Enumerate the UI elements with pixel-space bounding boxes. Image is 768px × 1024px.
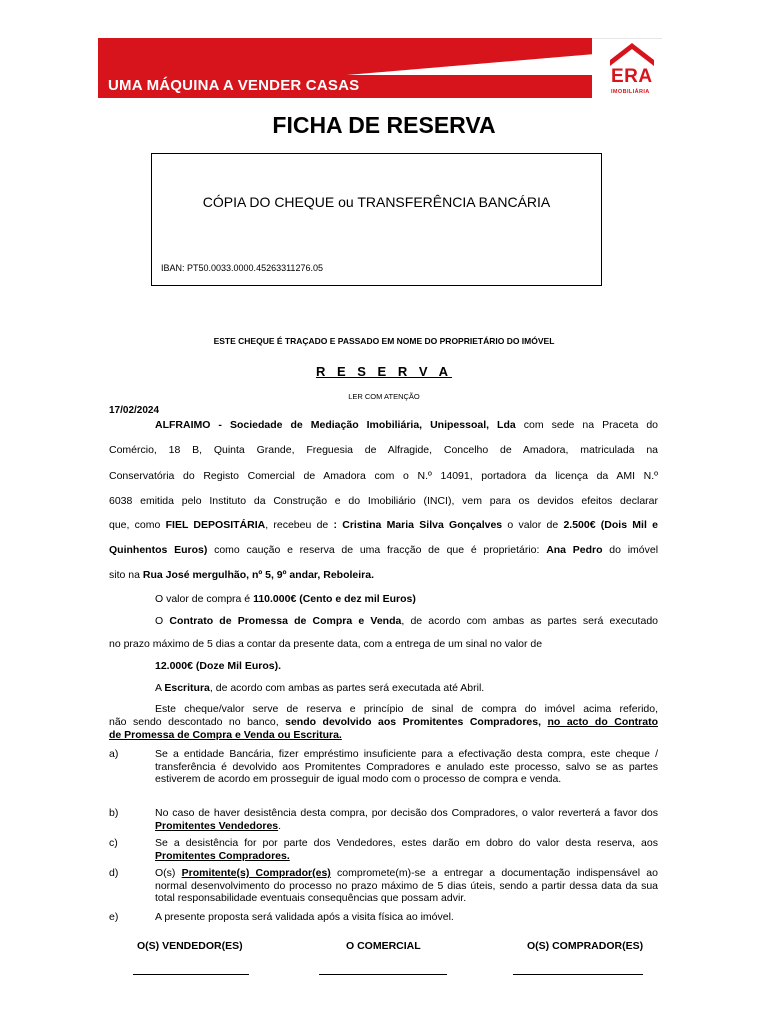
owner-name: Ana Pedro (546, 544, 603, 556)
body-text: , de acordo com ambas as partes será executado (401, 615, 658, 627)
item-label: c) (109, 837, 118, 849)
company-name: ALFRAIMO - Sociedade de Mediação Imobiliária, Unipessoal, Lda (155, 419, 516, 431)
iban-text: IBAN: PT50.0033.0000.45263311276.05 (161, 263, 323, 273)
escritura-word: Escritura (164, 682, 210, 694)
purchase-value: 110.000€ (Cento e dez mil Euros) (253, 593, 416, 605)
promitentes-vendedores: Promitentes Vendedores (155, 819, 279, 832)
item-text: Se a entidade Bancária, fizer empréstimo insuficiente para a efectivação desta compra, este cheque / transferência é devolvido aos Promitentes Compradores e anulado este processo, salvo se as partes estiverem de acordo em prosseguir de igual modo com o processo de compra e venda. (155, 748, 658, 786)
logo-subtext: IMOBILIÁRIA (611, 89, 650, 95)
seller-signature-line (133, 973, 249, 975)
returned-to-buyers: sendo devolvido aos Promitentes Compradores, (285, 716, 542, 728)
item-text (155, 807, 658, 832)
contract-line-1 (155, 615, 658, 627)
body-line-6 (109, 544, 658, 556)
logo-text: ERA (611, 66, 653, 87)
promitentes-compradores: Promitentes Compradores. (155, 849, 290, 862)
agent-signature-line (319, 973, 447, 975)
agent-signature-label: O COMERCIAL (346, 940, 421, 952)
body-text: do imóvel (609, 544, 659, 556)
body-text: A (155, 682, 162, 694)
header-rule (592, 38, 662, 39)
cheque-box-heading: CÓPIA DO CHEQUE ou TRANSFERÊNCIA BANCÁRIA (202, 194, 551, 210)
cheque-para-line-1: Este cheque/valor serve de reserva e princípio de sinal de compra do imóvel acima referido, (155, 703, 658, 715)
body-text: . (278, 819, 282, 832)
cheque-copy-box (151, 153, 602, 286)
header-slogan: UMA MÁQUINA A VENDER CASAS (108, 77, 360, 94)
body-text: Se a desistência for por parte dos Vendedores, estes darão em dobro do valor desta reserva, aos (155, 837, 658, 849)
body-line-4: 6038 emitida pelo Instituto da Construção e do Imobiliário (INCI), vem para os devidos efeitos declarar (109, 495, 658, 507)
buyer-signature-label: O(S) COMPRADOR(ES) (527, 940, 644, 952)
body-text: , recebeu de (265, 519, 329, 531)
item-label: b) (109, 807, 119, 819)
body-text: com sede na Praceta do (523, 419, 659, 431)
fiel-depositaria: FIEL DEPOSITÁRIA (165, 519, 266, 531)
buyer-signature-line (513, 973, 643, 975)
reserve-amount: 2.500€ (Dois Mil e (563, 519, 658, 531)
item-text (155, 867, 658, 905)
page-title: FICHA DE RESERVA (272, 112, 496, 138)
body-line-7 (109, 569, 374, 581)
cheque-note: ESTE CHEQUE É TRAÇADO E PASSADO EM NOME DO PROPRIETÁRIO DO IMÓVEL (213, 336, 555, 346)
body-text: que, como (109, 519, 161, 531)
body-text: sito na (109, 569, 140, 581)
item-label: e) (109, 911, 119, 923)
cheque-para-line-3: de Promessa de Compra e Venda ou Escritura. (109, 729, 342, 741)
contract-line-2: no prazo máximo de 5 dias a contar da presente data, com a entrega de um sinal no valor de (109, 638, 543, 650)
promitentes-compradores: Promitente(s) Comprador(es) (181, 867, 331, 879)
seller-signature-label: O(S) VENDEDOR(ES) (137, 940, 243, 952)
property-address: Rua José mergulhão, nº 5, 9º andar, Reboleira. (142, 569, 375, 581)
reserve-amount-cont: Quinhentos Euros) (109, 544, 208, 556)
cheque-para-line-2 (109, 716, 658, 728)
body-text: o valor de (507, 519, 559, 531)
purchase-value-line (155, 593, 416, 605)
body-line-3: Conservatória do Registo Comercial de Amadora com o N.º 14091, portadora da licença da AMI N.º (109, 470, 658, 482)
item-label: d) (109, 867, 119, 879)
reserva-heading: R E S E R V A (315, 364, 453, 379)
body-line-2: Comércio, 18 B, Quinta Grande, Freguesia de Alfragide, Concelho de Amadora, matriculada na (109, 444, 658, 456)
body-text: No caso de haver desistência desta compra, por decisão dos Compradores, o valor reverterá a favor dos (155, 807, 658, 819)
item-text: A presente proposta será validada após a visita física ao imóvel. (155, 911, 454, 923)
body-text: , de acordo com ambas as partes será executada até Abril. (209, 682, 485, 694)
contract-name: Contrato de Promessa de Compra e Venda (169, 615, 402, 627)
body-text: O valor de compra é (155, 593, 251, 605)
body-text: compromete(m)-se a entregar a documentação indispensável ao normal desenvolvimento do processo no prazo máximo de 5 dias úteis, sendo a partir dessa data da sua total responsabilidade eventuais consequências que possam advir. (155, 867, 658, 905)
body-text: como caução e reserva de uma fracção de que é proprietário: (214, 544, 540, 556)
escritura-line (155, 682, 484, 694)
read-carefully-note: LER COM ATENÇÃO (348, 392, 420, 401)
deposit-amount: 12.000€ (Doze Mil Euros). (155, 660, 282, 672)
body-line-5 (109, 519, 658, 531)
item-label: a) (109, 748, 119, 760)
document-date: 17/02/2024 (109, 405, 160, 416)
contract-act: no acto do Contrato (547, 716, 658, 728)
body-text: não sendo descontado no banco, (109, 716, 279, 728)
body-line-1 (155, 419, 658, 431)
buyer-name: : Cristina Maria Silva Gonçalves (333, 519, 503, 531)
body-text: O (155, 615, 164, 627)
body-text: O(s) (155, 867, 176, 879)
item-text (155, 837, 658, 862)
